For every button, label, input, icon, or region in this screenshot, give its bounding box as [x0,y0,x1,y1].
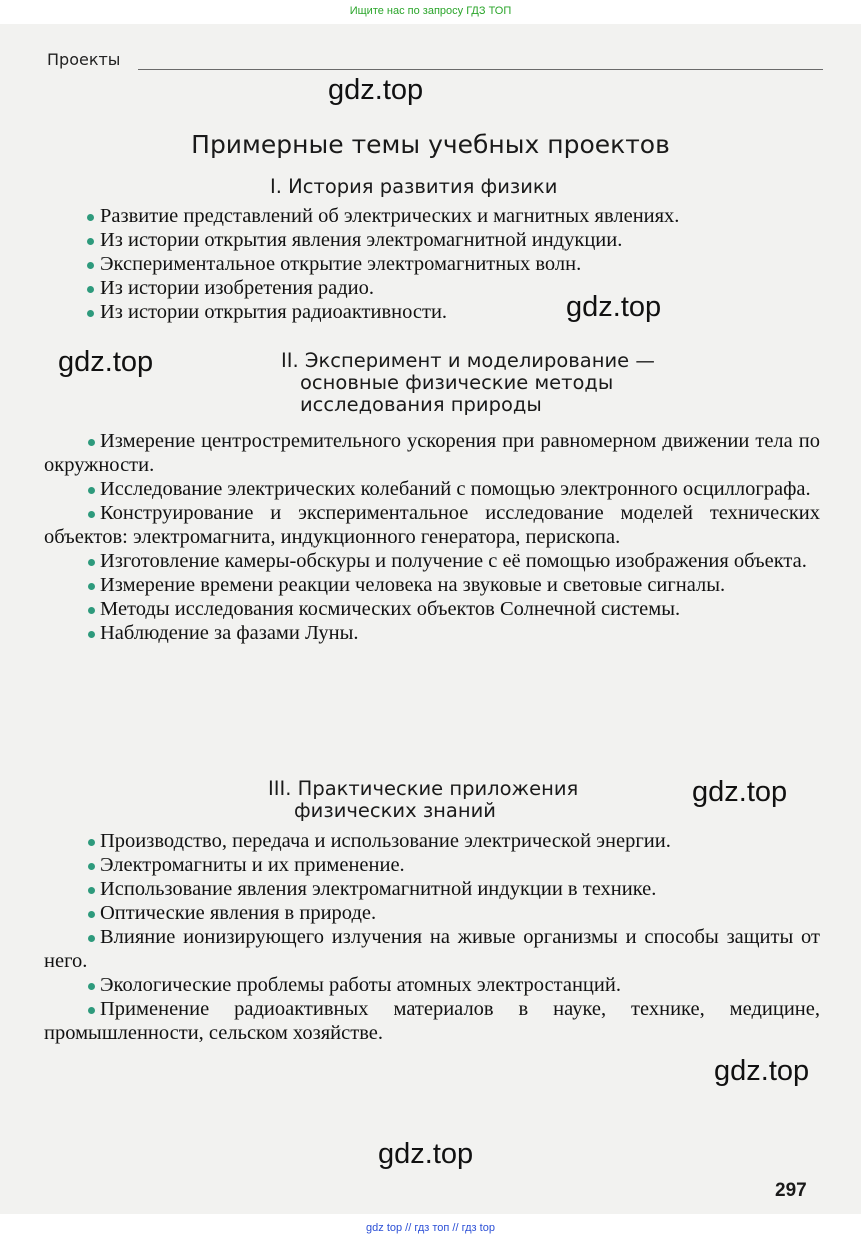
list-item: Наблюдение за фазами Луны. [44,621,820,645]
page-title: Примерные темы учебных проектов [191,130,670,159]
watermark: gdz.top [378,1138,474,1170]
list-item: Экологические проблемы работы атомных электростанций. [44,973,820,997]
list-item: Конструирование и экспериментальное исследование моделей технических объектов: электромагнита, индукционного генератора, перископа. [44,502,820,548]
watermark: gdz.top [328,74,424,106]
list-item: Электромагниты и их применение. [44,853,820,877]
list-item: Измерение центростремительного ускорения при равномерном движении тела по окружности. [44,430,820,476]
section-1-heading [270,176,557,198]
list-item: Влияние ионизирующего излучения на живые организмы и способы защиты от него. [44,926,820,972]
list-item: Применение радиоактивных материалов в науке, технике, медицине, промышленности, сельском хозяйстве. [44,998,820,1044]
list-item: Изготовление камеры-обскуры и получение с её помощью изображения объекта. [44,549,820,573]
list-item: Из истории открытия явления электромагнитной индукции. [84,228,824,252]
list-item: Оптические явления в природе. [44,901,820,925]
section-2-heading-line: исследования природы [300,393,542,416]
list-item: Методы исследования космических объектов Солнечной системы. [44,597,820,621]
section-3-heading-line: III. Практические приложения [268,777,579,800]
list-item: Развитие представлений об электрических и магнитных явлениях. [84,204,824,228]
list-item: Использование явления электромагнитной индукции в технике. [44,877,820,901]
list-item: Экспериментальное открытие электромагнитных волн. [84,252,824,276]
section-3-heading [268,778,578,822]
watermark: gdz.top [714,1055,810,1087]
section-2-heading-line: II. Эксперимент и моделирование — [281,349,655,372]
running-header: Проекты [47,50,121,69]
section-2-heading [281,350,655,416]
watermark: gdz.top [58,346,154,378]
top-search-hint[interactable]: Ищите нас по запросу ГДЗ ТОП [349,5,512,17]
section-3-heading-line: физических знаний [294,799,496,822]
list-item: Из истории открытия радиоактивности. [84,300,824,324]
watermark: gdz.top [692,776,788,808]
list-item: Из истории изобретения радио. [84,276,824,300]
list-item: Измерение времени реакции человека на звуковые и световые сигналы. [44,573,820,597]
section-2-list [44,429,820,645]
bottom-links[interactable]: gdz top // гдз топ // гдз top [366,1222,495,1234]
section-3-list [44,829,820,1045]
page-number: 297 [775,1180,807,1201]
section-2-heading-line: основные физические методы [300,371,614,394]
header-divider [138,69,823,70]
section-1-list [84,204,824,324]
section-1-heading-line: I. История развития физики [270,175,558,198]
list-item: Производство, передача и использование электрической энергии. [44,829,820,853]
list-item: Исследование электрических колебаний с помощью электронного осциллографа. [44,477,820,501]
watermark: gdz.top [566,291,662,323]
